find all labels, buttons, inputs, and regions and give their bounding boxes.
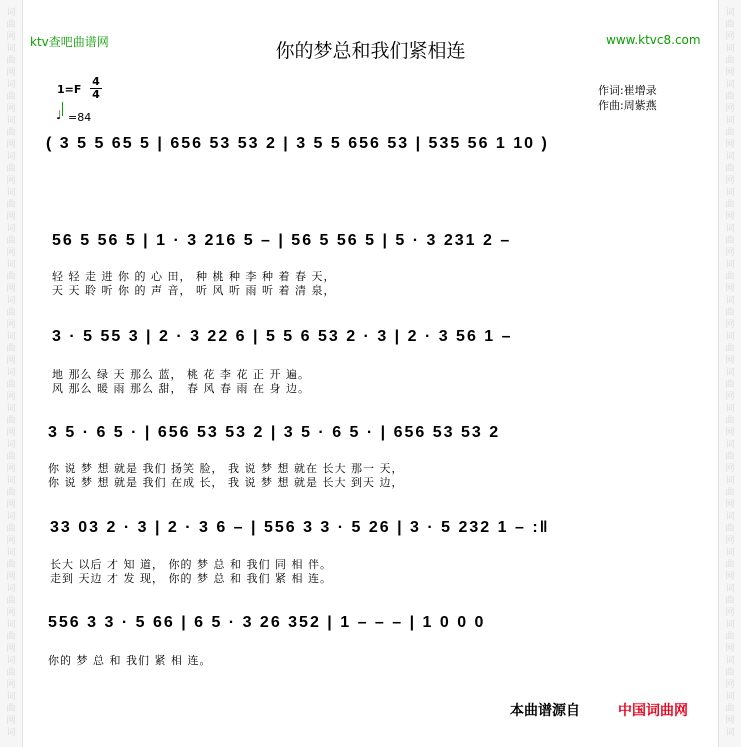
watermark-glyph: 曲 bbox=[725, 128, 735, 138]
watermark-glyph: 曲 bbox=[6, 596, 16, 606]
watermark-glyph: 网 bbox=[725, 68, 735, 78]
lyric-line-2-verse-1: 地 那么 绿 天 那么 蓝， 桃 花 李 花 正 开 遍。 bbox=[52, 368, 310, 381]
watermark-glyph: 词 bbox=[6, 332, 16, 342]
watermark-glyph: 曲 bbox=[6, 416, 16, 426]
watermark-glyph: 词 bbox=[6, 440, 16, 450]
watermark-glyph: 词 bbox=[725, 476, 735, 486]
watermark-glyph: 词 bbox=[725, 116, 735, 126]
right-watermark-column bbox=[718, 0, 741, 747]
watermark-glyph: 网 bbox=[725, 464, 735, 474]
lyric-line-1-verse-2: 天 天 聆 听 你 的 声 音， 听 风 听 雨 听 着 清 泉， bbox=[52, 284, 336, 297]
watermark-glyph: 网 bbox=[6, 248, 16, 258]
watermark-glyph: 词 bbox=[725, 404, 735, 414]
watermark-glyph: 曲 bbox=[725, 632, 735, 642]
watermark-glyph: 网 bbox=[6, 464, 16, 474]
quarter-note-icon: ♩ bbox=[56, 108, 62, 122]
watermark-glyph: 网 bbox=[6, 68, 16, 78]
lyric-line-3-verse-2: 你 说 梦 想 就是 我们 在成 长， 我 说 梦 想 就是 长大 到天 边， bbox=[48, 476, 404, 489]
watermark-glyph: 曲 bbox=[6, 344, 16, 354]
time-signature-top: 4 bbox=[92, 75, 100, 88]
watermark-glyph: 曲 bbox=[725, 308, 735, 318]
time-signature-bottom: 4 bbox=[92, 88, 100, 101]
watermark-glyph: 网 bbox=[725, 536, 735, 546]
watermark-glyph: 曲 bbox=[6, 704, 16, 714]
site-url-right: www.ktvc8.com bbox=[606, 33, 701, 47]
watermark-glyph: 网 bbox=[6, 680, 16, 690]
watermark-glyph: 词 bbox=[725, 584, 735, 594]
site-name-left: ktv查吧曲谱网 bbox=[30, 35, 109, 49]
watermark-glyph: 曲 bbox=[6, 20, 16, 30]
watermark-glyph: 词 bbox=[6, 224, 16, 234]
lyric-line-1-verse-1: 轻 轻 走 进 你 的 心 田， 种 桃 种 李 种 着 春 天， bbox=[52, 270, 336, 283]
watermark-glyph: 词 bbox=[6, 512, 16, 522]
watermark-glyph: 词 bbox=[725, 512, 735, 522]
watermark-glyph: 网 bbox=[725, 284, 735, 294]
watermark-glyph: 曲 bbox=[6, 92, 16, 102]
watermark-glyph: 曲 bbox=[6, 200, 16, 210]
watermark-glyph: 词 bbox=[725, 548, 735, 558]
key-signature: 1=F bbox=[57, 83, 82, 96]
notation-line-2: 3 · 5 55 3 | 2 · 3 22 6 | 5 5 6 53 2 · 3 | 2 · 3 56 1 – bbox=[52, 328, 513, 345]
watermark-glyph: 曲 bbox=[725, 488, 735, 498]
watermark-glyph: 词 bbox=[725, 152, 735, 162]
watermark-glyph: 网 bbox=[6, 140, 16, 150]
watermark-glyph: 网 bbox=[6, 284, 16, 294]
time-signature bbox=[90, 76, 102, 101]
watermark-glyph: 曲 bbox=[725, 236, 735, 246]
lyric-line-5: 你的 梦 总 和 我们 紧 相 连。 bbox=[48, 654, 212, 667]
watermark-glyph: 词 bbox=[6, 728, 16, 738]
watermark-glyph: 网 bbox=[725, 212, 735, 222]
watermark-glyph: 网 bbox=[6, 716, 16, 726]
watermark-glyph: 词 bbox=[6, 260, 16, 270]
watermark-glyph: 网 bbox=[6, 500, 16, 510]
notation-line-1: 56 5 56 5 | 1 · 3 216 5 – | 56 5 56 5 | 5 · 3 231 2 – bbox=[52, 232, 512, 249]
tempo-value: =84 bbox=[68, 111, 92, 124]
watermark-glyph: 曲 bbox=[725, 524, 735, 534]
watermark-glyph: 网 bbox=[725, 644, 735, 654]
watermark-glyph: 词 bbox=[6, 152, 16, 162]
lyricist-credit: 作词:崔增录 bbox=[598, 84, 657, 97]
watermark-glyph: 词 bbox=[725, 692, 735, 702]
watermark-glyph: 曲 bbox=[6, 560, 16, 570]
watermark-glyph: 网 bbox=[6, 32, 16, 42]
watermark-glyph: 词 bbox=[725, 620, 735, 630]
watermark-glyph: 词 bbox=[6, 44, 16, 54]
watermark-glyph: 词 bbox=[6, 8, 16, 18]
watermark-glyph: 曲 bbox=[6, 524, 16, 534]
watermark-glyph: 网 bbox=[6, 572, 16, 582]
watermark-glyph: 曲 bbox=[6, 272, 16, 282]
watermark-glyph: 网 bbox=[6, 536, 16, 546]
watermark-glyph: 网 bbox=[6, 392, 16, 402]
watermark-glyph: 曲 bbox=[6, 236, 16, 246]
watermark-glyph: 曲 bbox=[725, 164, 735, 174]
watermark-glyph: 网 bbox=[725, 248, 735, 258]
watermark-glyph: 曲 bbox=[6, 164, 16, 174]
watermark-glyph: 词 bbox=[6, 80, 16, 90]
watermark-glyph: 网 bbox=[6, 320, 16, 330]
watermark-glyph: 网 bbox=[6, 212, 16, 222]
footer-source-site: 中国词曲网 bbox=[618, 703, 688, 719]
watermark-glyph: 词 bbox=[6, 548, 16, 558]
watermark-glyph: 曲 bbox=[6, 632, 16, 642]
watermark-glyph: 词 bbox=[725, 656, 735, 666]
watermark-glyph: 曲 bbox=[725, 92, 735, 102]
tempo-marker-line bbox=[62, 102, 63, 116]
notation-line-5: 556 3 3 · 5 66 | 6 5 · 3 26 352 | 1 – – – | 1 0 0 0 bbox=[48, 614, 486, 631]
watermark-glyph: 网 bbox=[6, 644, 16, 654]
watermark-glyph: 曲 bbox=[725, 56, 735, 66]
watermark-glyph: 曲 bbox=[725, 272, 735, 282]
watermark-glyph: 曲 bbox=[6, 308, 16, 318]
watermark-glyph: 词 bbox=[725, 260, 735, 270]
watermark-glyph: 词 bbox=[725, 368, 735, 378]
watermark-glyph: 网 bbox=[725, 680, 735, 690]
watermark-glyph: 词 bbox=[725, 224, 735, 234]
notation-line-4: 33 03 2 · 3 | 2 · 3 6 – | 556 3 3 · 5 26 | 3 · 5 232 1 – :‖ bbox=[50, 519, 550, 536]
watermark-glyph: 曲 bbox=[725, 380, 735, 390]
watermark-glyph: 网 bbox=[725, 356, 735, 366]
watermark-glyph: 词 bbox=[725, 728, 735, 738]
watermark-glyph: 词 bbox=[6, 476, 16, 486]
watermark-glyph: 词 bbox=[6, 584, 16, 594]
watermark-glyph: 词 bbox=[725, 44, 735, 54]
watermark-glyph: 词 bbox=[6, 116, 16, 126]
watermark-glyph: 网 bbox=[6, 104, 16, 114]
watermark-glyph: 网 bbox=[725, 140, 735, 150]
watermark-glyph: 曲 bbox=[6, 128, 16, 138]
watermark-glyph: 词 bbox=[725, 80, 735, 90]
watermark-glyph: 曲 bbox=[6, 56, 16, 66]
watermark-glyph: 曲 bbox=[6, 488, 16, 498]
watermark-glyph: 网 bbox=[6, 356, 16, 366]
lyric-line-2-verse-2: 风 那么 暖 雨 那么 甜， 春 风 春 雨 在 身 边。 bbox=[52, 382, 310, 395]
watermark-glyph: 曲 bbox=[6, 380, 16, 390]
watermark-glyph: 网 bbox=[6, 176, 16, 186]
composer-credit: 作曲:周紫燕 bbox=[598, 99, 657, 112]
watermark-glyph: 词 bbox=[725, 8, 735, 18]
watermark-glyph: 词 bbox=[6, 620, 16, 630]
watermark-glyph: 曲 bbox=[725, 416, 735, 426]
watermark-glyph: 词 bbox=[6, 188, 16, 198]
watermark-glyph: 曲 bbox=[725, 704, 735, 714]
watermark-glyph: 词 bbox=[6, 404, 16, 414]
watermark-glyph: 网 bbox=[725, 572, 735, 582]
watermark-glyph: 网 bbox=[725, 104, 735, 114]
watermark-glyph: 网 bbox=[725, 428, 735, 438]
notation-line-intro: ( 3 5 5 65 5 | 656 53 53 2 | 3 5 5 656 53 | 535 56 1 10 ) bbox=[46, 135, 549, 152]
watermark-glyph: 词 bbox=[6, 656, 16, 666]
watermark-glyph: 网 bbox=[725, 500, 735, 510]
song-title: 你的梦总和我们紧相连 bbox=[275, 40, 466, 62]
watermark-glyph: 词 bbox=[725, 332, 735, 342]
lyric-line-3-verse-1: 你 说 梦 想 就是 我们 扬笑 脸， 我 说 梦 想 就在 长大 那一 天， bbox=[48, 462, 404, 475]
watermark-glyph: 网 bbox=[6, 608, 16, 618]
watermark-glyph: 曲 bbox=[725, 560, 735, 570]
left-watermark-column bbox=[0, 0, 23, 747]
watermark-glyph: 网 bbox=[725, 716, 735, 726]
watermark-glyph: 网 bbox=[6, 428, 16, 438]
watermark-glyph: 曲 bbox=[725, 200, 735, 210]
watermark-glyph: 词 bbox=[6, 296, 16, 306]
watermark-glyph: 曲 bbox=[725, 668, 735, 678]
watermark-glyph: 曲 bbox=[725, 20, 735, 30]
watermark-glyph: 词 bbox=[6, 368, 16, 378]
watermark-glyph: 曲 bbox=[725, 344, 735, 354]
lyric-line-4-verse-2: 走到 天边 才 发 现， 你的 梦 总 和 我们 紧 相 连。 bbox=[50, 572, 332, 585]
notation-line-3: 3 5 · 6 5 · | 656 53 53 2 | 3 5 · 6 5 · | 656 53 53 2 bbox=[48, 424, 501, 441]
watermark-glyph: 曲 bbox=[725, 596, 735, 606]
watermark-glyph: 词 bbox=[725, 296, 735, 306]
lyric-line-4-verse-1: 长大 以后 才 知 道， 你的 梦 总 和 我们 同 相 伴。 bbox=[50, 558, 332, 571]
watermark-glyph: 网 bbox=[725, 320, 735, 330]
watermark-glyph: 词 bbox=[6, 692, 16, 702]
watermark-glyph: 曲 bbox=[6, 452, 16, 462]
watermark-glyph: 网 bbox=[725, 32, 735, 42]
watermark-glyph: 网 bbox=[725, 176, 735, 186]
footer-source-label: 本曲谱源自 bbox=[510, 703, 580, 719]
watermark-glyph: 曲 bbox=[6, 668, 16, 678]
watermark-glyph: 词 bbox=[725, 440, 735, 450]
watermark-glyph: 网 bbox=[725, 392, 735, 402]
watermark-glyph: 词 bbox=[725, 188, 735, 198]
watermark-glyph: 网 bbox=[725, 608, 735, 618]
watermark-glyph: 曲 bbox=[725, 452, 735, 462]
